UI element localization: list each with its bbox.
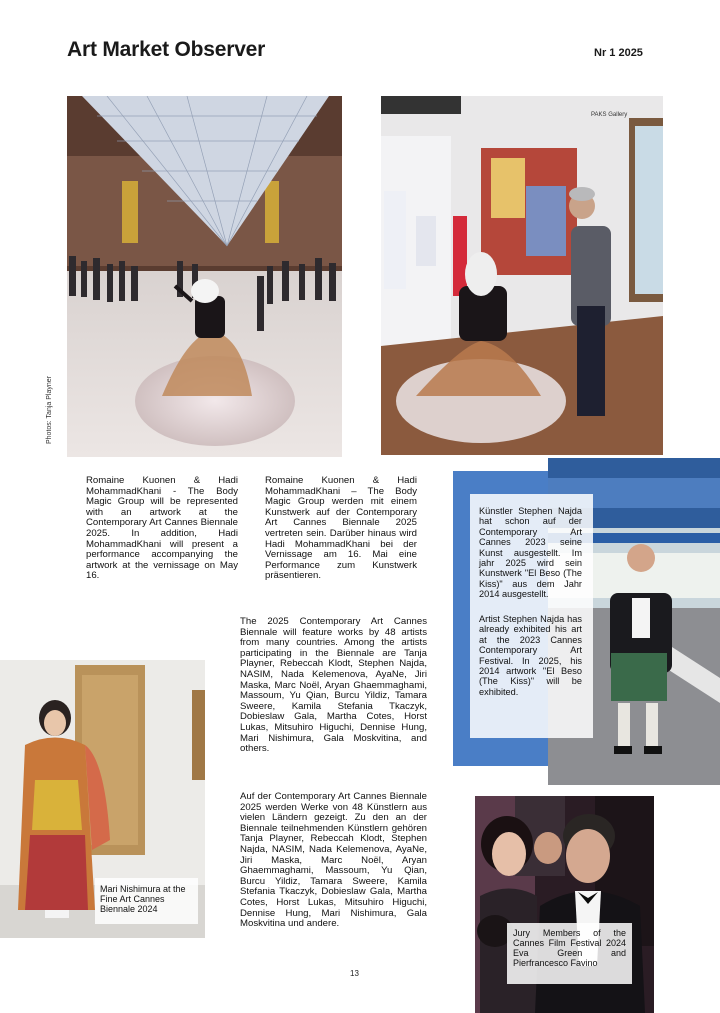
najda-text-box	[470, 494, 593, 738]
louvre-performance-photo	[67, 96, 342, 457]
caption-nishimura: Mari Nishimura at the Fine Art Cannes Biennale 2024	[95, 878, 198, 924]
gallery-performance-photo	[381, 96, 663, 455]
najda-text-de: Künstler Stephen Najda hat schon auf der Contemporary Art Cannes 2023 seine Kunst ausgestellt. Im jahr 2025 wird sein Kunstwerk "El Beso (The Kiss)" aus dem Jahr 2014 ausgestellt.	[479, 506, 582, 600]
photo-credit-text: Photos: Tanja Playner	[46, 376, 53, 444]
article-text-en-2: The 2025 Contemporary Art Cannes Biennale will feature works by 48 artists from many countries. Among the artists participating in the Biennale are Tanja Playner, Rebeccah Klodt, Stephen Najda, NASIM, Nada Kelemenova, AyaNe, Jiri Maska, Marc Noël, Aryan Ghaemmaghami, Massoum, Yu Qian, Burcu Yildiz, Tamara Sweere, Kamila Stefania Tkaczyk, Dobieslaw Gala, Martha Cotes, Horst Lukas, Mitsuhiro Higuchi, Dennise Hung, Mari Nishimura, Gala Moskvitina, and others.	[240, 616, 427, 755]
article-text-en-1: Romaine Kuonen & Hadi MohammadKhani - The Body Magic Group will be represented with an artwork at the Contemporary Art Cannes Biennale 2025. In addition, Hadi MohammadKhani will present a performance accompanying the artwork at the vernissage on May 16.	[86, 475, 238, 582]
issue-number: Nr 1 2025	[594, 47, 643, 59]
magazine-title: Art Market Observer	[67, 38, 266, 61]
gallery-sign: PAKS Gallery	[591, 112, 628, 118]
caption-jury: Jury Members of the Cannes Film Festival 2024 Eva Green and Pierfrancesco Favino	[507, 923, 632, 984]
page-number: 13	[350, 969, 359, 978]
article-text-de-1: Romaine Kuonen & Hadi MohammadKhani – The Body Magic Group werden mit einem Kunstwerk auf der Contemporary Art Cannes Biennale 2025 vertreten sein. Darüber hinaus wird Hadi MohammadKhani bei der Vernissage am 16. Mai eine Performance zum Kunstwerk präsentieren.	[265, 475, 417, 582]
photo-credit	[40, 372, 60, 452]
article-text-de-2: Auf der Contemporary Art Cannes Biennale 2025 werden Werke von 48 Künstlern aus vielen Ländern gezeigt. Zu den an der Biennale teilnehmenden Künstlern gehören Tanja Playner, Rebeccah Klodt, Stephen Najda, NASIM, Nada Kelemenova, AyaNe, Jiri Maska, Marc Noël, Aryan Ghaemmaghami, Massoum, Yu Qian, Burcu Yildiz, Tamara Sweere, Kamila Stefania Tkaczyk, Dobieslaw Gala, Martha Cotes, Horst Lukas, Mitsuhiro Higuchi, Dennise Hung, Mari Nishimura, Gala Moskvitina und andere.	[240, 791, 427, 930]
najda-text-en: Artist Stephen Najda has already exhibited his art at the 2023 Cannes Contemporary Art Festival. In 2025, his 2014 artwork "El Beso (The Kiss)" will be exhibited.	[479, 614, 582, 697]
